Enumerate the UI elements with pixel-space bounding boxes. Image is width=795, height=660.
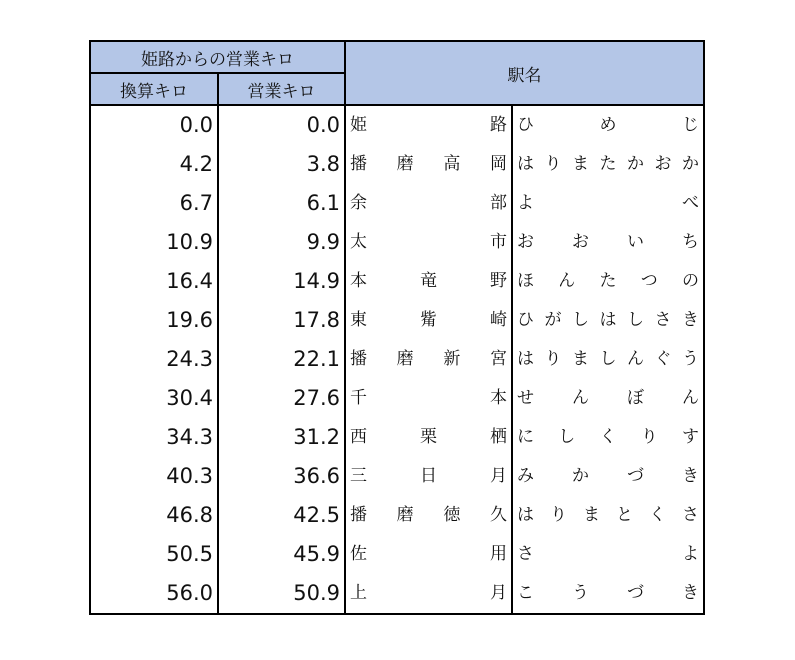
station-reading-cell-text: ほ ん た つ の: [517, 271, 699, 291]
converted-km-cell: 6.7: [90, 184, 218, 223]
business-km-cell: 50.9: [218, 574, 345, 614]
station-reading-cell-text: に し く り す: [517, 427, 699, 447]
station-reading-cell: [512, 496, 704, 535]
table-row: [90, 418, 704, 457]
station-reading-cell-text: よ べ: [517, 193, 699, 213]
business-km-cell: 27.6: [218, 379, 345, 418]
station-name-cell-text: 余 部: [350, 193, 507, 213]
station-name-cell-text: 千 本: [350, 388, 507, 408]
business-km-cell: 45.9: [218, 535, 345, 574]
table-row: [90, 457, 704, 496]
station-name-cell: [345, 457, 512, 496]
business-km-cell: 6.1: [218, 184, 345, 223]
station-reading-cell-text: こ う づ き: [517, 583, 699, 603]
converted-km-cell: 40.3: [90, 457, 218, 496]
station-name-cell: [345, 535, 512, 574]
station-reading-cell: [512, 574, 704, 614]
station-name-cell-text: 西 栗 栖: [350, 427, 507, 447]
station-name-cell-text: 播 磨 徳 久: [350, 505, 507, 525]
converted-km-cell: 46.8: [90, 496, 218, 535]
station-reading-cell: [512, 262, 704, 301]
converted-km-cell: 24.3: [90, 340, 218, 379]
table-row: [90, 145, 704, 184]
station-reading-cell-text: は り ま た か お か: [517, 154, 699, 174]
station-name-cell: [345, 223, 512, 262]
business-km-cell: 42.5: [218, 496, 345, 535]
station-name-cell: [345, 145, 512, 184]
station-reading-cell: [512, 184, 704, 223]
converted-km-cell: 16.4: [90, 262, 218, 301]
station-name-header: 駅名: [345, 41, 704, 105]
business-km-cell: 36.6: [218, 457, 345, 496]
station-distance-table: [89, 40, 705, 615]
converted-km-cell: 4.2: [90, 145, 218, 184]
station-name-cell: [345, 301, 512, 340]
business-km-cell: 22.1: [218, 340, 345, 379]
station-reading-cell: [512, 535, 704, 574]
business-km-cell: 0.0: [218, 105, 345, 145]
table-row: [90, 262, 704, 301]
table-row: [90, 535, 704, 574]
station-name-cell: [345, 105, 512, 145]
distance-group-header: 姫路からの営業キロ: [90, 41, 345, 73]
station-reading-cell-text: は り ま と く さ: [517, 505, 699, 525]
business-km-cell: 17.8: [218, 301, 345, 340]
table-row: [90, 105, 704, 145]
table-row: [90, 379, 704, 418]
converted-km-cell: 34.3: [90, 418, 218, 457]
station-name-cell-text: 本 竜 野: [350, 271, 507, 291]
table-row: [90, 223, 704, 262]
converted-km-cell: 56.0: [90, 574, 218, 614]
station-name-cell: [345, 262, 512, 301]
station-name-cell: [345, 379, 512, 418]
station-reading-cell: [512, 418, 704, 457]
station-reading-cell-text: ひ が し は し さ き: [517, 310, 699, 330]
station-name-cell-text: 三 日 月: [350, 466, 507, 486]
business-km-header: 営業キロ: [218, 73, 345, 105]
station-name-cell-text: 東 觜 崎: [350, 310, 507, 330]
table-row: [90, 184, 704, 223]
station-reading-cell-text: お お い ち: [517, 232, 699, 252]
station-name-cell: [345, 574, 512, 614]
converted-km-cell: 30.4: [90, 379, 218, 418]
station-reading-cell: [512, 105, 704, 145]
table-row: [90, 340, 704, 379]
station-name-cell-text: 播 磨 新 宮: [350, 349, 507, 369]
station-name-cell-text: 姫 路: [350, 115, 507, 135]
converted-km-header: 換算キロ: [90, 73, 218, 105]
converted-km-cell: 0.0: [90, 105, 218, 145]
table-row: [90, 301, 704, 340]
table-row: [90, 574, 704, 614]
business-km-cell: 3.8: [218, 145, 345, 184]
station-reading-cell-text: は り ま し ん ぐ う: [517, 349, 699, 369]
station-reading-cell: [512, 145, 704, 184]
station-reading-cell: [512, 379, 704, 418]
station-reading-cell-text: ひ め じ: [517, 115, 699, 135]
station-reading-cell-text: み か づ き: [517, 466, 699, 486]
table-row: [90, 496, 704, 535]
station-name-cell-text: 播 磨 高 岡: [350, 154, 507, 174]
station-name-cell: [345, 418, 512, 457]
station-name-cell-text: 佐 用: [350, 544, 507, 564]
station-name-cell-text: 上 月: [350, 583, 507, 603]
converted-km-cell: 19.6: [90, 301, 218, 340]
converted-km-cell: 50.5: [90, 535, 218, 574]
business-km-cell: 9.9: [218, 223, 345, 262]
station-reading-cell-text: さ よ: [517, 544, 699, 564]
station-name-cell: [345, 340, 512, 379]
station-name-cell-text: 太 市: [350, 232, 507, 252]
station-reading-cell-text: せ ん ぼ ん: [517, 388, 699, 408]
table-body: [90, 105, 704, 614]
station-name-cell: [345, 496, 512, 535]
station-reading-cell: [512, 457, 704, 496]
business-km-cell: 14.9: [218, 262, 345, 301]
station-name-cell: [345, 184, 512, 223]
business-km-cell: 31.2: [218, 418, 345, 457]
station-reading-cell: [512, 340, 704, 379]
station-reading-cell: [512, 223, 704, 262]
converted-km-cell: 10.9: [90, 223, 218, 262]
station-reading-cell: [512, 301, 704, 340]
